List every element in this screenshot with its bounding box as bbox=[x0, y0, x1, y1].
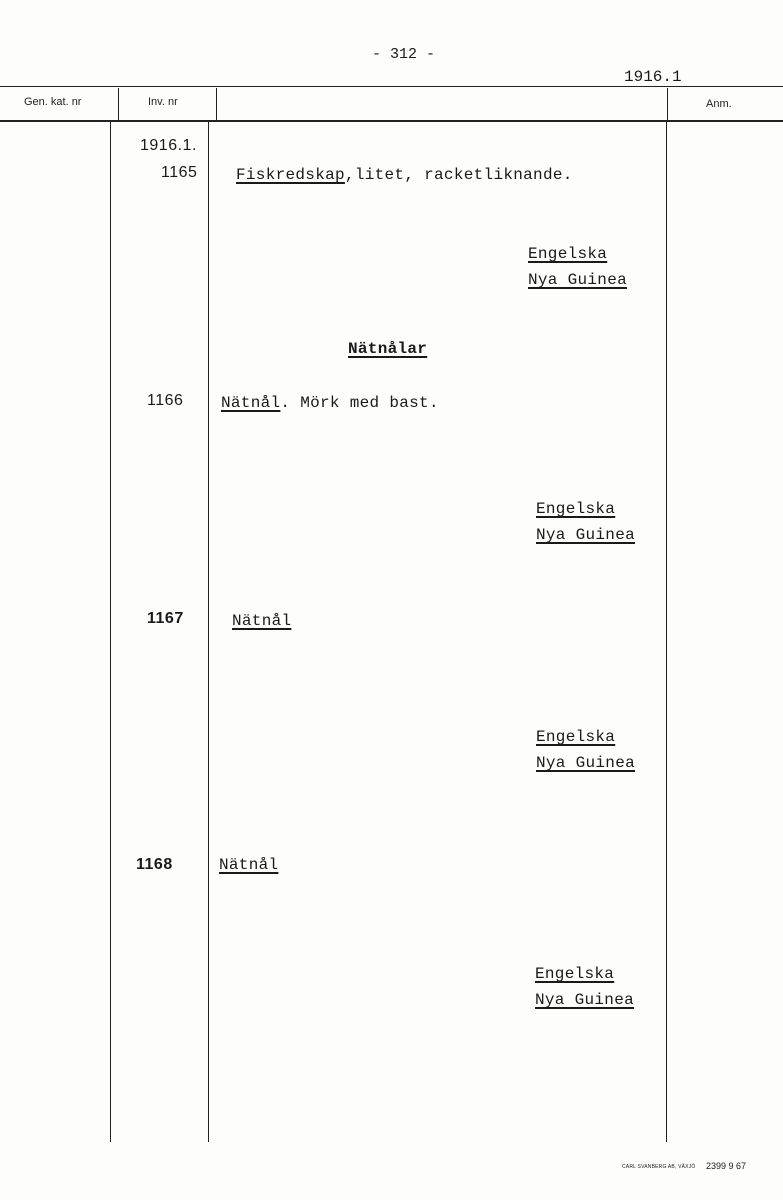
origin-line1-1168: Engelska bbox=[535, 965, 615, 983]
entry-rest-1166: . Mörk med bast. bbox=[280, 394, 439, 412]
origin-line1-1166: Engelska bbox=[536, 500, 616, 518]
entry-description-1166 bbox=[221, 394, 439, 412]
entry-description-1165 bbox=[236, 166, 573, 184]
footer-code: 2399 9 67 bbox=[706, 1161, 747, 1171]
column-divider-gen-inv bbox=[118, 88, 119, 120]
entry-title-1165: Fiskredskap bbox=[236, 166, 345, 184]
column-divider-inv-desc-body bbox=[208, 120, 209, 1142]
origin-line1-1165: Engelska bbox=[528, 245, 608, 263]
header-year: 1916.1 bbox=[624, 68, 682, 86]
inv-number-1165: 1165 bbox=[161, 164, 198, 181]
column-header-anm: Anm. bbox=[706, 98, 732, 110]
column-header-inv: Inv. nr bbox=[148, 96, 178, 108]
accession-year: 1916.1. bbox=[140, 137, 197, 154]
column-header-gen-kat: Gen. kat. nr bbox=[24, 96, 82, 108]
footer-printer: CARL SVANBERG AB, VÄXJÖ bbox=[622, 1164, 696, 1170]
origin-line2-1168: Nya Guinea bbox=[535, 991, 635, 1009]
inv-number-1167: 1167 bbox=[147, 610, 184, 627]
entry-rest-1165: ,litet, racketliknande. bbox=[344, 166, 573, 184]
entry-title-1167: Nätnål bbox=[232, 612, 292, 630]
column-divider-desc-anm-body bbox=[666, 120, 667, 1142]
origin-line1-1167: Engelska bbox=[536, 728, 616, 746]
header-top-rule bbox=[0, 86, 783, 87]
column-divider-inv-desc-header bbox=[216, 88, 217, 120]
entry-title-1168: Nätnål bbox=[219, 856, 279, 874]
page-number: - 312 - bbox=[372, 46, 436, 63]
origin-line2-1167: Nya Guinea bbox=[536, 754, 636, 772]
inv-number-1166: 1166 bbox=[147, 392, 184, 409]
origin-line2-1165: Nya Guinea bbox=[528, 271, 628, 289]
column-divider-desc-anm-header bbox=[667, 88, 668, 120]
inv-number-1168: 1168 bbox=[136, 856, 173, 873]
column-divider-gen-inv-body bbox=[110, 120, 111, 1142]
entry-title-1166: Nätnål bbox=[221, 394, 281, 412]
section-heading: Nätnålar bbox=[348, 340, 428, 358]
origin-line2-1166: Nya Guinea bbox=[536, 526, 636, 544]
